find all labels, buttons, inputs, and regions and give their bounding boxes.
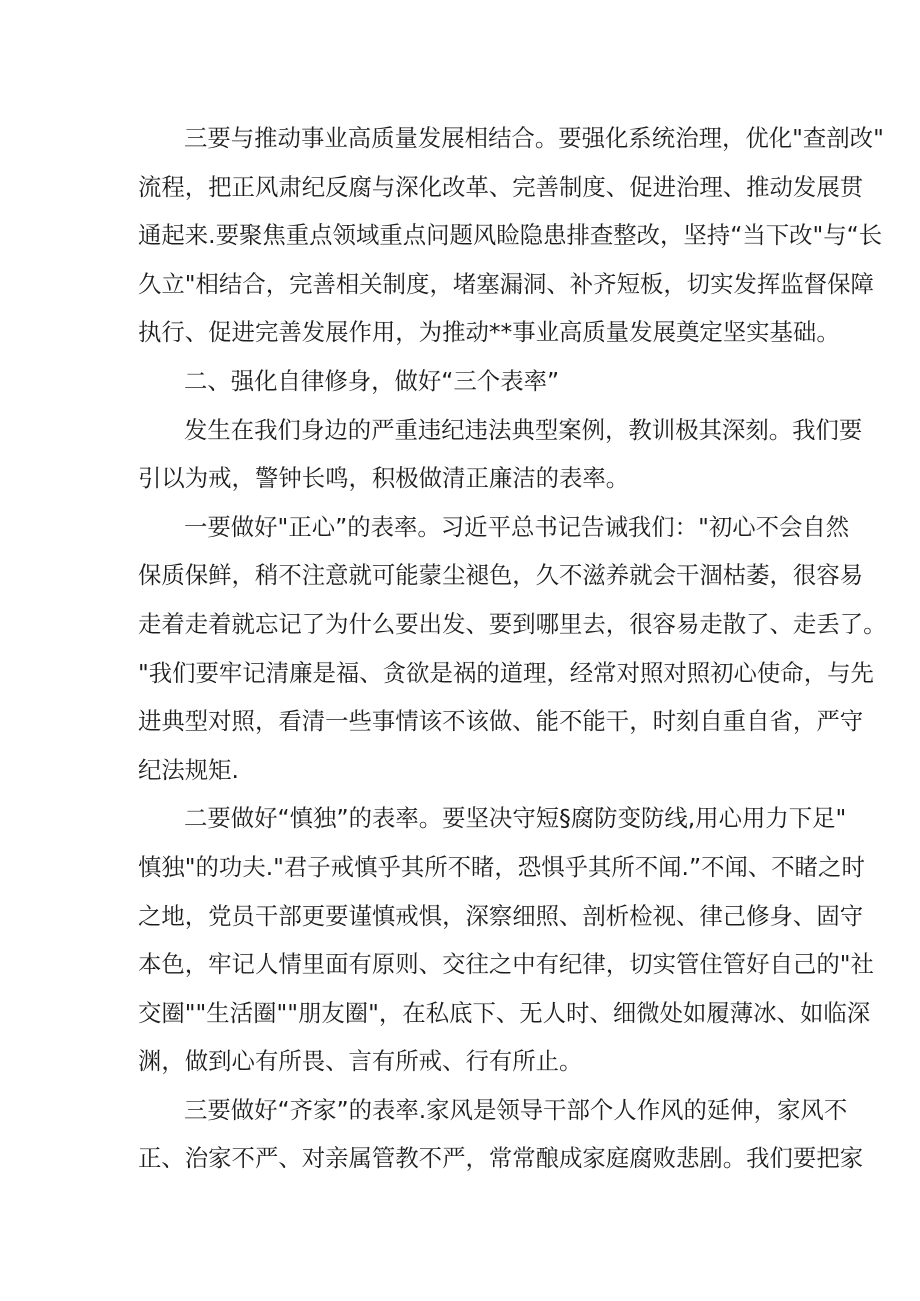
text-line: 之地，党员干部更要谨慎戒惧，深察细照、剖析检视、律己修身、固守	[138, 901, 864, 930]
text-line: 进典型对照，看清一些事情该不该做、能不能干，时刻自重自省，严守	[138, 707, 864, 736]
document-body	[138, 114, 887, 1183]
text-line: 走着走着就忘记了为什么要出发、要到哪里去，很容易走散了、走丢了。	[138, 609, 887, 638]
text-line: 交圈""生活圈""朋友圈"，在私底下、无人时、细微处如履薄冰、如临深	[138, 998, 871, 1027]
text-line: "我们要牢记清廉是福、贪欲是祸的道理，经常对照对照初心使命，与先	[138, 658, 874, 687]
text-line: 久立"相结合，完善相关制度，堵塞漏洞、补齐短板，切实发挥监督保障	[138, 269, 874, 298]
text-line: 二要做好“慎独”的表率。要坚决守短§腐防变防线,用心用力下足"	[184, 804, 847, 833]
text-line: 纪法规矩.	[138, 755, 239, 784]
text-line: 保质保鲜，稍不注意就可能蒙尘褪色，久不滋养就会干涸枯萎，很容易	[138, 561, 864, 590]
text-line: 执行、促进完善发展作用，为推动**事业高质量发展奠定坚实基础。	[138, 318, 840, 347]
text-line: 慎独"的功夫."君子戒慎乎其所不睹，恐惧乎其所不闻.”不闻、不睹之时	[138, 852, 865, 881]
text-line: 本色，牢记人情里面有原则、交往之中有纪律，切实管住管好自己的"社	[138, 950, 874, 979]
text-line: 通起来.要聚焦重点领域重点问题风睑隐患排查整改，坚持“当下改"与“长	[138, 221, 883, 250]
text-line: 三要与推动事业高质量发展相结合。要强化系统治理，优化"查剖改"	[184, 124, 884, 152]
text-line: 流程，把正风肃纪反腐与深化改革、完善制度、促进治理、推动发展贯	[138, 172, 864, 201]
text-line: 正、治家不严、对亲属管教不严，常常酿成家庭腐败悲剧。我们要把家	[138, 1144, 864, 1173]
text-line: 发生在我们身边的严重违纪违法典型案例，教训极其深刻。我们要	[184, 415, 863, 444]
text-line: 引以为戒，警钟长鸣，积极做清正廉洁的表率。	[138, 464, 630, 493]
text-line: 一要做好"正心”的表率。习近平总书记告诫我们："初心不会自然	[184, 512, 850, 541]
section-heading: 二、强化自律修身，做好“三个表率”	[184, 366, 560, 395]
text-line: 渊，做到心有所畏、言有所戒、行有所止。	[138, 1047, 583, 1076]
text-line: 三要做好“齐家”的表率.家风是领导干部个人作风的延伸，家风不	[184, 1095, 848, 1124]
